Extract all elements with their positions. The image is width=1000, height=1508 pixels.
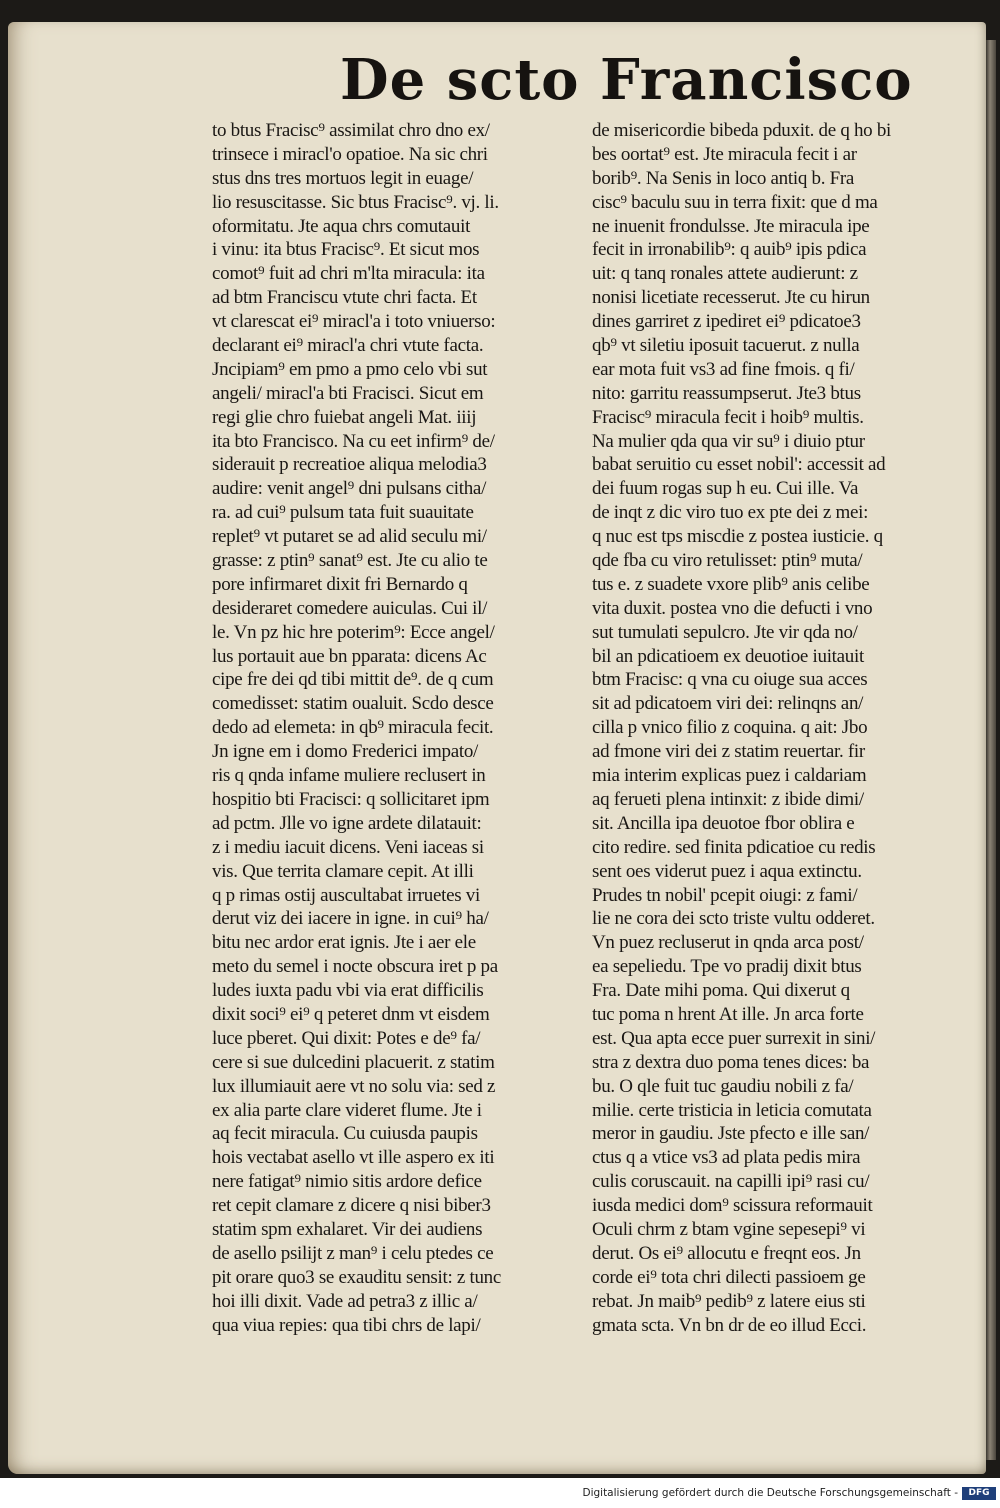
text-line: bu. O qle fuit tuc gaudiu nobili z fa/ [592,1075,854,1097]
text-line: aq ferueti plena intinxit: z ibide dimi/ [592,788,864,810]
text-line: ne inuenit frondulsse. Jte miracula ipe [592,215,870,237]
dfg-logo: DFG [962,1487,996,1500]
text-line: cilla p vnico filio z coquina. q ait: Jbo [592,717,868,739]
text-line: culis coruscauit. na capilli ipi⁹ rasi cu/ [592,1171,870,1193]
text-line: replet⁹ vt putaret se ad alid seculu mi/ [212,526,487,548]
text-line: Oculi chrm z btam vgine sepesepi⁹ vi [592,1218,866,1240]
text-line: i vinu: ita btus Fracisc⁹. Et sicut mos [212,239,480,261]
text-line: hois vectabat asello vt ille aspero ex iti [212,1147,495,1169]
digitization-footer [0,1478,1000,1508]
text-line: Fracisc⁹ miracula fecit i hoib⁹ multis. [592,406,864,428]
text-line: Prudes tn nobil' pcepit oiugi: z fami/ [592,884,858,906]
text-line: derut. Os ei⁹ allocutu e freqnt eos. Jn [592,1242,861,1264]
text-line: q p rimas ostij auscultabat irruetes vi [212,884,480,906]
text-line: lio resuscitasse. Sic btus Fracisc⁹. vj. li. [212,191,499,213]
text-line: ludes iuxta padu vbi via erat difficilis [212,980,484,1002]
text-line: statim spm exhalaret. Vir dei audiens [212,1218,483,1240]
text-line: qua viua repies: qua tibi chrs de lapi/ [212,1314,481,1336]
text-line: sent oes viderut puez i aqua extinctu. [592,860,862,882]
text-line: cito redire. sed finita pdicatioe cu redis [592,836,876,858]
text-line: Fra. Date mihi poma. Qui dixerut q [592,980,850,1002]
running-heading: De scto Francisco [340,47,913,113]
text-line: bes oortat⁹ est. Jte miracula fecit i ar [592,143,857,165]
text-line: trinsece i miracl'o opatioe. Na sic chri [212,143,488,165]
text-line: ad fmone viri dei z statim reuertar. fir [592,741,865,763]
text-line: iusda medici dom⁹ scissura reformauit [592,1195,873,1217]
text-line: le. Vn pz hic hre poterim⁹: Ecce angel/ [212,621,495,643]
text-line: sit. Ancilla ipa deuotoe fbor oblira e [592,812,855,834]
text-line: mia interim explicas puez i caldariam [592,765,867,787]
text-line: aq fecit miracula. Cu cuiusda paupis [212,1123,478,1145]
text-line: lus portauit aue bn pparata: dicens Ac [212,645,487,667]
text-line: sit ad pdicatoem viri dei: relinqns an/ [592,693,864,715]
text-line: corde ei⁹ tota chri dilecti passioem ge [592,1266,866,1288]
text-line: stra z dextra duo poma tenes dices: ba [592,1051,870,1073]
text-line: ex alia parte clare videret flume. Jte i [212,1099,482,1121]
text-line: lux illumiauit aere vt no solu via: sed z [212,1075,496,1097]
text-line: bil an pdicatioem ex deuotioe iuitauit [592,645,864,667]
text-line: est. Qua apta ecce puer surrexit in sini/ [592,1027,876,1049]
text-line: Vn puez recluserut in qnda arca post/ [592,932,864,954]
text-line: comedisset: statim oualuit. Scdo desce [212,693,494,715]
text-line: babat seruitio cu esset nobil': accessit ad [592,454,886,476]
text-line: meto du semel i nocte obscura iret p pa [212,956,498,978]
right-text-column [592,119,972,1337]
text-line: fecit in irronabilib⁹: q auib⁹ ipis pdica [592,239,867,261]
text-line: nito: garritu reassumpserut. Jte3 btus [592,382,861,404]
text-line: ad btm Franciscu vtute chri facta. Et [212,287,477,309]
text-line: hoi illi dixit. Vade ad petra3 z illic a/ [212,1290,478,1312]
text-line: qb⁹ vt siletiu iposuit tacuerut. z nulla [592,335,860,357]
text-line: Na mulier qda qua vir su⁹ i diuio ptur [592,430,865,452]
text-line: uit: q tanq ronales attete audierunt: z [592,263,858,285]
text-line: desideraret comedere auiculas. Cui il/ [212,597,488,619]
text-line: rebat. Jn maib⁹ pedib⁹ z latere eius sti [592,1290,866,1312]
text-line: oformitatu. Jte aqua chrs comutauit [212,215,471,237]
left-text-column [212,119,592,1337]
text-line: cere si sue dulcedini placuerit. z statim [212,1051,495,1073]
text-line: bitu nec ardor erat ignis. Jte i aer ele [212,932,476,954]
text-line: milie. certe tristicia in leticia comutata [592,1099,872,1121]
text-line: gmata scta. Vn bn dr de eo illud Ecci. [592,1314,867,1336]
text-line: ra. ad cui⁹ pulsum tata fuit suauitate [212,502,474,524]
text-line: de misericordie bibeda pduxit. de q ho bi [592,120,892,141]
text-line: de asello psilijt z man⁹ i celu ptedes ce [212,1242,494,1264]
text-line: cipe fre dei qd tibi mittit de⁹. de q cum [212,669,494,691]
text-line: dixit soci⁹ ei⁹ q peteret dnm vt eisdem [212,1003,490,1025]
text-line: q nuc est tps miscdie z postea iusticie. q [592,526,883,548]
text-line: pit orare quo3 se exauditu sensit: z tunc [212,1266,501,1288]
text-line: derut viz dei iacere in igne. in cui⁹ ha/ [212,908,489,930]
text-line: audire: venit angel⁹ dni pulsans citha/ [212,478,487,500]
text-line: regi glie chro fuiebat angeli Mat. iiij [212,406,477,428]
text-line: ad pctm. Jlle vo igne ardete dilatauit: [212,812,482,834]
text-line: dei fuum rogas sup h eu. Cui ille. Va [592,478,859,500]
text-line: cisc⁹ baculu suu in terra fixit: que d ma [592,191,878,213]
funding-credit: Digitalisierung gefördert durch die Deutsche Forschungsgemeinschaft - [582,1487,958,1499]
text-line: nonisi licetiate recesserut. Jte cu hirun [592,287,870,309]
text-line: angeli/ miracl'a bti Fracisci. Sicut em [212,382,484,404]
text-line: to btus Fracisc⁹ assimilat chro dno ex/ [212,120,490,141]
text-line: vis. Que territa clamare cepit. At illi [212,860,474,882]
text-line: lie ne cora dei scto triste vultu odderet. [592,908,875,930]
page-edge [986,40,996,1460]
text-line: vita duxit. postea vno die defucti i vno [592,597,873,619]
text-line: grasse: z ptin⁹ sanat⁹ est. Jte cu alio te [212,550,488,572]
text-line: ea sepeliedu. Tpe vo pradij dixit btus [592,956,862,978]
text-line: declarant ei⁹ miracl'a chri vtute facta. [212,335,484,357]
text-line: stus dns tres mortuos legit in euage/ [212,167,474,189]
text-line: Jncipiam⁹ em pmo a pmo celo vbi sut [212,358,488,380]
text-line: pore infirmaret dixit fri Bernardo q [212,573,468,595]
text-line: dines garriret z ipediret ei⁹ pdicatoe3 [592,311,861,333]
text-line: vt clarescat ei⁹ miracl'a i toto vniuerso: [212,311,496,333]
text-line: siderauit p recreatioe aliqua melodia3 [212,454,487,476]
text-line: dedo ad elemeta: in qb⁹ miracula fecit. [212,717,494,739]
text-line: ret cepit clamare z dicere q nisi biber3 [212,1195,491,1217]
text-line: borib⁹. Na Senis in loco antiq b. Fra [592,167,855,189]
text-line: qde fba cu viro retulisset: ptin⁹ muta/ [592,550,863,572]
text-line: z i mediu iacuit dicens. Veni iaceas si [212,836,484,858]
text-line: sut tumulati sepulcro. Jte vir qda no/ [592,621,858,643]
text-line: Jn igne em i domo Frederici impato/ [212,741,479,763]
text-line: nere fatigat⁹ nimio sitis ardore defice [212,1171,482,1193]
text-line: meror in gaudiu. Jste pfecto e ille san/ [592,1123,870,1145]
text-line: btm Fracisc: q vna cu oiuge sua acces [592,669,868,691]
text-line: hospitio bti Fracisci: q sollicitaret ipm [212,788,490,810]
text-line: ctus q a vtice vs3 ad plata pedis mira [592,1147,861,1169]
text-line: tuc poma n hrent At ille. Jn arca forte [592,1003,864,1025]
text-line: ear mota fuit vs3 ad fine fmois. q fi/ [592,358,855,380]
text-line: ita bto Francisco. Na cu eet infirm⁹ de/ [212,430,495,452]
text-line: ris q qnda infame muliere reclusert in [212,765,486,787]
text-line: tus e. z suadete vxore plib⁹ anis celibe [592,573,870,595]
text-line: luce pberet. Qui dixit: Potes e de⁹ fa/ [212,1027,481,1049]
text-line: comot⁹ fuit ad chri m'lta miracula: ita [212,263,485,285]
text-line: de inqt z dic viro tuo ex pte dei z mei: [592,502,869,524]
